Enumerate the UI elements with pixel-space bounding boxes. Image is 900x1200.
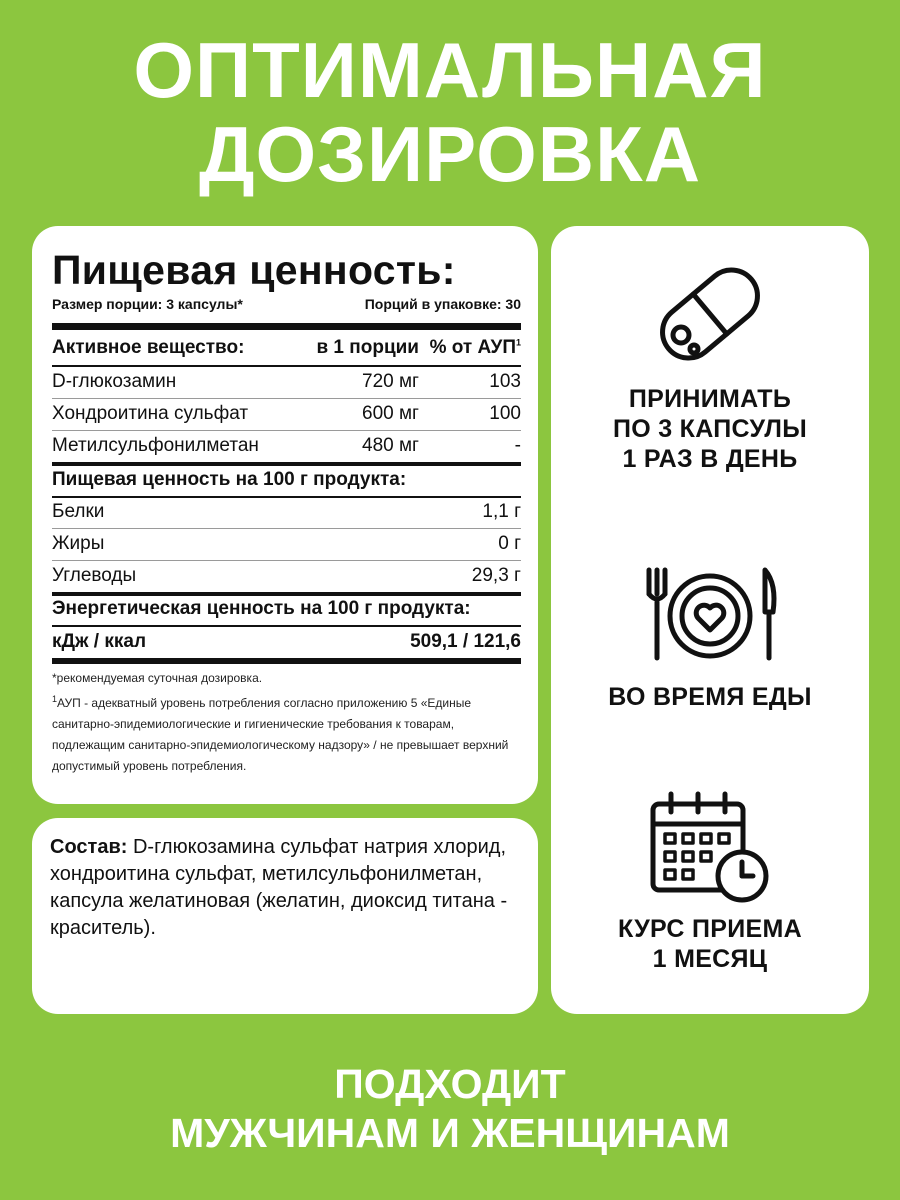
dosage-course	[551, 914, 869, 974]
active-name: D-глюкозамин	[52, 371, 177, 392]
actives-header-row	[52, 332, 521, 364]
macro-name: Жиры	[52, 533, 105, 554]
energy-header-row	[52, 593, 521, 625]
footnote-aup: $^1$АУП - адекватный уровень потребления согласно приложению 5 «Единые санитарно-эпидемиологические и гигиенические требования к товарам, подлежащим санитарно-эпидемиологическому надзору» / не превышает верхний допустимый уровень потребления.	[52, 694, 509, 773]
nutrition-title: Пищевая ценность:	[52, 247, 456, 293]
servings-per-pack: Порций в упаковке: 30	[364, 296, 521, 312]
actives-header-percent: % от АУП$^1$	[429, 337, 521, 358]
thick-divider	[52, 658, 521, 664]
macro-value: 1,1 г	[482, 501, 521, 522]
table-row	[52, 430, 521, 462]
dosage-with-food	[551, 682, 869, 712]
dosage-line: ВО ВРЕМЯ ЕДЫ	[608, 683, 812, 711]
headline-line-2: ДОЗИРОВКА	[198, 110, 702, 198]
serving-size: Размер порции: 3 капсулы*	[52, 296, 243, 312]
active-name: Хондроитина сульфат	[52, 403, 249, 424]
active-amount: 720 мг	[362, 371, 419, 392]
calendar-clock-icon	[551, 790, 869, 915]
table-row	[52, 496, 521, 528]
footer-tagline	[0, 1060, 900, 1158]
table-row	[52, 366, 521, 398]
table-row	[52, 528, 521, 560]
energy-name: кДж / ккал	[52, 631, 147, 652]
thick-divider	[52, 323, 521, 330]
table-row	[52, 560, 521, 592]
footnotes	[52, 668, 524, 777]
dosage-line: КУРС ПРИЕМА	[618, 915, 802, 943]
active-name: Метилсульфонилметан	[52, 435, 259, 456]
macro-name: Углеводы	[52, 565, 137, 586]
composition-card	[32, 818, 538, 1014]
macro-value: 29,3 г	[471, 565, 521, 586]
table-row	[52, 398, 521, 430]
energy-row	[52, 626, 521, 658]
serving-info	[52, 296, 521, 312]
plate-heart-icon	[551, 564, 869, 669]
macro-value: 0 г	[498, 533, 521, 554]
composition-label: Состав:	[50, 836, 128, 858]
active-amount: 600 мг	[362, 403, 419, 424]
headline-line-1: ОПТИМАЛЬНАЯ	[133, 26, 767, 114]
dosage-instruction	[551, 384, 869, 474]
actives-header-name: Активное вещество:	[52, 337, 245, 358]
per100-title: Пищевая ценность на 100 г продукта:	[52, 469, 407, 490]
active-percent: 103	[489, 371, 521, 392]
nutrition-facts-card	[32, 226, 538, 804]
per100-header-row	[52, 464, 521, 496]
energy-value: 509,1 / 121,6	[410, 631, 521, 652]
dosage-card	[551, 226, 869, 1014]
macro-name: Белки	[52, 501, 105, 522]
actives-header-amount: в 1 порции	[316, 337, 419, 358]
headline	[0, 28, 900, 196]
active-percent: 100	[489, 403, 521, 424]
active-percent: -	[514, 435, 521, 456]
energy-title: Энергетическая ценность на 100 г продукта:	[52, 598, 471, 619]
dosage-line: ПО 3 КАПСУЛЫ	[612, 415, 808, 443]
composition-ingredients: D-глюкозамина сульфат натрия хлорид, хондроитина сульфат, метилсульфонилметан, капсула желатиновая (желатин, диоксид титана - краситель).	[50, 836, 508, 939]
capsule-icon	[551, 254, 869, 379]
dosage-line: 1 РАЗ В ДЕНЬ	[622, 445, 798, 473]
footnote-asterisk: *рекомендуемая суточная дозировка.	[52, 671, 263, 685]
dosage-line: ПРИНИМАТЬ	[628, 385, 792, 413]
footer-line-2: МУЖЧИНАМ И ЖЕНЩИНАМ	[170, 1110, 730, 1156]
active-amount: 480 мг	[362, 435, 419, 456]
dosage-line: 1 МЕСЯЦ	[652, 945, 768, 973]
footer-line-1: ПОДХОДИТ	[334, 1061, 566, 1107]
composition-text	[50, 834, 524, 942]
